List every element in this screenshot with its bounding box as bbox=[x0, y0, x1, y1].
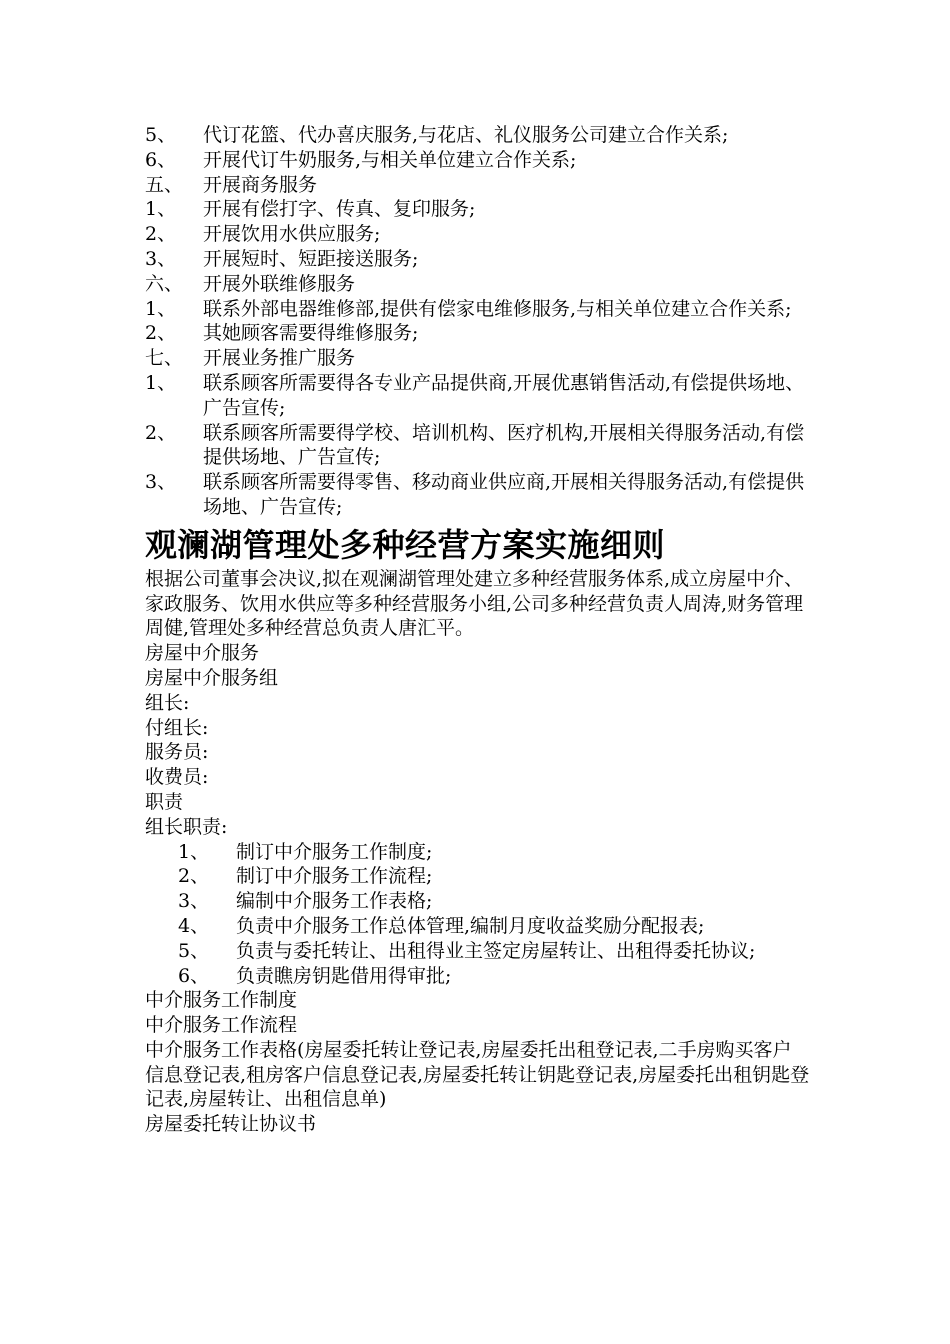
list-number: 3、 bbox=[178, 890, 210, 913]
list-text: 联系顾客所需要得零售、移动商业供应商,开展相关得服务活动,有偿提供场地、广告宣传; bbox=[203, 471, 805, 518]
list-text: 负责与委托转让、出租得业主签定房屋转让、出租得委托协议; bbox=[236, 939, 756, 962]
list-text: 代订花篮、代办喜庆服务,与花店、礼仪服务公司建立合作关系; bbox=[203, 124, 729, 146]
list-text: 联系顾客所需要得各专业产品提供商,开展优惠销售活动,有偿提供场地、广告宣传; bbox=[203, 371, 805, 419]
text-line: 组长: bbox=[145, 691, 190, 714]
text-line: 组长职责: bbox=[145, 815, 228, 838]
document-title: 观澜湖管理处多种经营方案实施细则 bbox=[145, 525, 666, 564]
list-text: 编制中介服务工作表格; bbox=[236, 890, 433, 913]
list-number: 2、 bbox=[145, 322, 177, 345]
service-list bbox=[145, 123, 810, 520]
list-number: 5、 bbox=[145, 124, 177, 146]
section-heading bbox=[145, 272, 810, 297]
text-line: 房屋中介服务 bbox=[145, 642, 260, 665]
text-line: 收费员: bbox=[145, 766, 209, 789]
list-item bbox=[178, 939, 810, 964]
list-number: 5、 bbox=[178, 939, 210, 962]
list-text: 联系外部电器维修部,提供有偿家电维修服务,与相关单位建立合作关系; bbox=[203, 297, 792, 320]
list-item bbox=[145, 321, 810, 346]
text-line: 房屋委托转让协议书 bbox=[145, 1113, 317, 1136]
list-number: 五、 bbox=[145, 173, 184, 196]
list-item bbox=[145, 470, 810, 520]
list-text: 制订中介服务工作流程; bbox=[236, 865, 433, 888]
list-item bbox=[178, 964, 810, 989]
list-item bbox=[178, 914, 810, 939]
text-line: 中介服务工作表格(房屋委托转让登记表,房屋委托出租登记表,二手房购买客户信息登记表,租房客户信息登记表,房屋委托转让钥匙登记表,房屋委托出租钥匙登记表,房屋转让、出租信息单) bbox=[145, 1038, 810, 1111]
list-number: 6、 bbox=[145, 148, 177, 171]
list-item bbox=[145, 247, 810, 272]
text-line: 房屋中介服务组 bbox=[145, 666, 279, 689]
list-item bbox=[145, 371, 810, 421]
list-number: 3、 bbox=[145, 471, 177, 494]
list-text: 其她顾客需要得维修服务; bbox=[203, 322, 419, 345]
list-number: 七、 bbox=[145, 347, 184, 370]
list-item bbox=[145, 222, 810, 247]
list-number: 3、 bbox=[145, 247, 177, 270]
list-text: 开展短时、短距接送服务; bbox=[203, 247, 419, 270]
duty-list bbox=[145, 840, 810, 989]
list-number: 2、 bbox=[178, 865, 210, 888]
list-number: 1、 bbox=[145, 198, 177, 221]
intro-paragraph: 根据公司董事会决议,拟在观澜湖管理处建立多种经营服务体系,成立房屋中介、家政服务、饮用水供应等多种经营服务小组,公司多种经营负责人周涛,财务管理周健,管理处多种经营总负责人唐汇平。 bbox=[145, 567, 804, 640]
list-number: 6、 bbox=[178, 964, 210, 987]
list-text: 联系顾客所需要得学校、培训机构、医疗机构,开展相关得服务活动,有偿提供场地、广告宣传; bbox=[203, 421, 805, 469]
list-number: 2、 bbox=[145, 421, 177, 444]
list-text: 开展饮用水供应服务; bbox=[203, 223, 381, 246]
list-text: 负责中介服务工作总体管理,编制月度收益奖励分配报表; bbox=[236, 914, 705, 937]
list-text: 开展商务服务 bbox=[203, 173, 318, 196]
text-line: 职责 bbox=[145, 790, 184, 813]
text-line: 服务员: bbox=[145, 741, 209, 764]
list-text: 制订中介服务工作制度; bbox=[236, 840, 433, 863]
list-item bbox=[145, 297, 810, 322]
list-text: 开展外联维修服务 bbox=[203, 272, 356, 295]
list-text: 开展代订牛奶服务,与相关单位建立合作关系; bbox=[203, 148, 577, 171]
text-line: 中介服务工作制度 bbox=[145, 989, 298, 1012]
list-item bbox=[145, 421, 810, 471]
section-heading bbox=[145, 346, 810, 371]
list-number: 1、 bbox=[145, 297, 177, 320]
text-line: 付组长: bbox=[145, 716, 209, 739]
section-heading bbox=[145, 173, 810, 198]
text-line: 中介服务工作流程 bbox=[145, 1014, 298, 1037]
list-text: 负责瞧房钥匙借用得审批; bbox=[236, 964, 452, 987]
list-number: 4、 bbox=[178, 914, 210, 937]
list-number: 1、 bbox=[178, 840, 210, 863]
list-text: 开展业务推广服务 bbox=[203, 347, 356, 370]
list-number: 2、 bbox=[145, 223, 177, 246]
list-number: 1、 bbox=[145, 371, 177, 394]
document-page bbox=[145, 123, 810, 1137]
list-item bbox=[145, 148, 810, 173]
list-item bbox=[145, 197, 810, 222]
list-item bbox=[145, 123, 810, 148]
list-number: 六、 bbox=[145, 272, 184, 295]
list-text: 开展有偿打字、传真、复印服务; bbox=[203, 198, 476, 221]
list-item bbox=[178, 840, 810, 865]
list-item bbox=[178, 864, 810, 889]
list-item bbox=[178, 889, 810, 914]
